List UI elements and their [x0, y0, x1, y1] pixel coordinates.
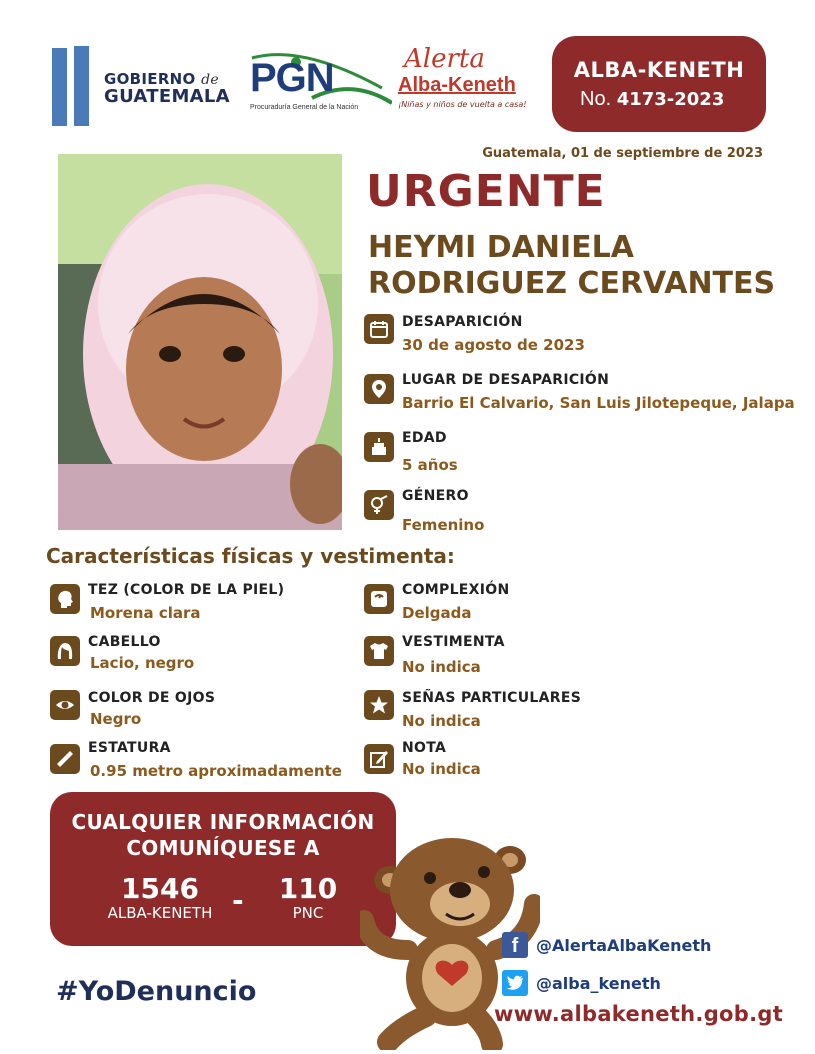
location-label: LUGAR DE DESAPARICIÓN — [402, 372, 610, 388]
phone-separator: - — [232, 884, 244, 917]
issue-date: Guatemala, 01 de septiembre de 2023 — [482, 146, 763, 161]
alerta-tagline: ¡Niñas y niños de vuelta a casa! — [398, 100, 527, 109]
hair-label: CABELLO — [88, 634, 161, 650]
contact-line2: COMUNÍQUESE A — [126, 836, 320, 860]
gender-icon — [364, 490, 394, 520]
phone-label-pnc: PNC — [292, 904, 324, 922]
gobierno-logo-bars — [52, 46, 96, 126]
build-value: Delgada — [402, 604, 472, 622]
case-title: ALBA-KENETH — [573, 58, 745, 82]
birthday-cake-icon — [364, 432, 394, 462]
pgn-subtitle: Procuraduría General de la Nación — [250, 104, 359, 111]
facebook-icon[interactable]: f — [502, 932, 528, 958]
case-number: No. 4173-2023 — [580, 88, 725, 110]
disappearance-date-value: 30 de agosto de 2023 — [402, 336, 585, 354]
build-label: COMPLEXIÓN — [402, 582, 510, 598]
skin-tone-value: Morena clara — [90, 604, 201, 622]
contact-line1: CUALQUIER INFORMACIÓN — [71, 810, 375, 834]
contact-info-box — [50, 792, 396, 946]
age-label: EDAD — [402, 430, 447, 446]
missing-person-photo — [58, 154, 342, 530]
phone-number-pnc[interactable]: 110 — [278, 872, 338, 905]
height-label: ESTATURA — [88, 740, 171, 756]
location-pin-icon — [364, 374, 394, 404]
star-icon — [364, 690, 394, 720]
hair-icon — [50, 636, 80, 666]
age-value: 5 años — [402, 456, 458, 474]
urgent-heading: URGENTE — [366, 166, 606, 217]
phone-number-alba-keneth[interactable]: 1546 — [121, 872, 199, 905]
skin-tone-label: TEZ (COLOR DE LA PIEL) — [88, 582, 285, 598]
pgn-logo: PGN — [250, 56, 334, 100]
hair-value: Lacio, negro — [90, 654, 195, 672]
case-number-badge — [552, 36, 766, 132]
twitter-handle[interactable]: @alba_keneth — [536, 974, 661, 993]
note-edit-icon — [364, 744, 394, 774]
eye-icon — [50, 690, 80, 720]
gender-value: Femenino — [402, 516, 485, 534]
gobierno-logo-line2: GUATEMALA — [104, 86, 230, 107]
distinguishing-marks-label: SEÑAS PARTICULARES — [402, 690, 582, 706]
hashtag: #YoDenuncio — [56, 976, 257, 1007]
eye-color-label: COLOR DE OJOS — [88, 690, 216, 706]
note-value: No indica — [402, 760, 481, 778]
location-value: Barrio El Calvario, San Luis Jilotepeque, Jalapa — [402, 394, 795, 412]
note-label: NOTA — [402, 740, 447, 756]
ruler-icon — [50, 744, 80, 774]
website-link[interactable]: www.albakeneth.gob.gt — [494, 1002, 784, 1026]
height-value: 0.95 metro aproximadamente — [90, 762, 342, 780]
person-name-line2: RODRIGUEZ CERVANTES — [368, 266, 776, 301]
characteristics-heading: Características físicas y vestimenta: — [46, 544, 455, 568]
tshirt-icon — [364, 636, 394, 666]
distinguishing-marks-value: No indica — [402, 712, 481, 730]
scale-icon — [364, 584, 394, 614]
twitter-icon[interactable] — [502, 970, 528, 996]
phone-label-alba-keneth: ALBA-KENETH — [107, 904, 213, 922]
person-name-line1: HEYMI DANIELA — [368, 230, 635, 265]
eye-color-value: Negro — [90, 710, 142, 728]
disappearance-date-label: DESAPARICIÓN — [402, 314, 523, 330]
clothing-value: No indica — [402, 658, 481, 676]
calendar-icon — [364, 314, 394, 344]
alerta-logo-line2: Alba-Keneth — [398, 74, 516, 96]
facebook-handle[interactable]: @AlertaAlbaKeneth — [536, 936, 712, 955]
gobierno-logo-line1: GOBIERNO de — [104, 70, 219, 88]
gender-label: GÉNERO — [402, 488, 469, 504]
head-profile-icon — [50, 584, 80, 614]
clothing-label: VESTIMENTA — [402, 634, 505, 650]
alerta-logo-line1: Alerta — [404, 44, 485, 74]
